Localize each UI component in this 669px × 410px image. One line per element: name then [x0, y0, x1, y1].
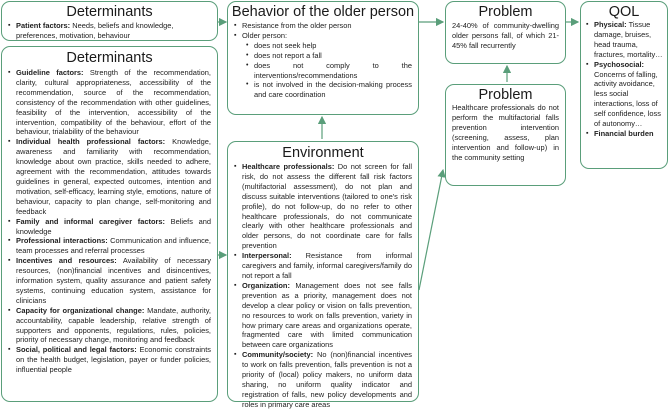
list-item: ▪ Psychosocial: Concerns of falling, activity avoidance, less social interactions, loss of self confidence, loss of autonomy… [586, 60, 664, 129]
list-item: ▪ Resistance from the older person [234, 21, 412, 31]
problem-title-2: Problem [478, 87, 533, 103]
behavior-list [234, 21, 412, 100]
environment-box [227, 141, 419, 409]
determinants-top-list [8, 21, 212, 41]
determinants-main-list [8, 68, 211, 375]
list-item: ▪ Social, political and legal factors: Economic constraints on the health budget, legislation, payer or funder policies, influential people [8, 345, 211, 375]
sub-list-item: • is not involved in the decision-making process and care coordination [246, 80, 412, 100]
determinants-main-box [1, 46, 218, 402]
behavior-title: Behavior of the older person [231, 4, 415, 20]
list-item: ▪ Individual health professional factors: Knowledge, awareness and familiarity with recommendation, knowledge about own practice, skills needed to adhere, agreement with the recommendation, attitudes towards guidelines in general, expected outcomes, intention and motivation, self-efficacy, learning style, emotions, nature of behaviour, capacity to plan change, self-monitoring and feedback [8, 137, 211, 216]
list-item: ▪ Capacity for organizational change: Mandate, authority, accountability, capable leadership, relative strength of supporters and opponents, regulations, rules, policies, priority of necessary change, monitoring and feedback [8, 306, 211, 346]
determinants-main-title: Determinants [66, 50, 153, 66]
list-item: ▪ Patient factors: Needs, beliefs and knowledge, preferences, motivation, behaviour [8, 21, 212, 41]
list-item: ▪ Professional interactions: Communication and influence, team processes and referral processes [8, 236, 211, 256]
qol-title: QOL [608, 4, 640, 20]
list-item: ▪ Guideline factors: Strength of the recommendation, clarity, cultural appropriateness, accessibility of the recommendation, source of the recommendation, consistency of the recommendation with other guidelines, feasibility of the intervention, accessibility of the intervention, compatibility of the behaviour, effort of the behaviour, trialability of the behaviour [8, 68, 211, 137]
list-item: ▪ Interpersonal: Resistance from informal caregivers and family, informal caregivers/family do not report a fall [234, 251, 412, 281]
environment-list [234, 162, 412, 410]
problem-text-1: 24-40% of community-dwelling older persons fall, of which 21-45% fall recurrently [452, 21, 559, 50]
sub-list-item: • does not seek help [246, 41, 412, 51]
problem-title-1: Problem [478, 4, 533, 20]
determinants-top-box [1, 1, 218, 41]
problem-box-1 [445, 1, 566, 64]
arrow-environment-to-problem2 [419, 170, 443, 290]
list-item: ▪ Incentives and resources: Availability of necessary resources, (non)financial incentives and disincentives, information system, quality assurance and patient safety systems, continuing education system, assistance for clinicians [8, 256, 211, 306]
list-item: ▪ Healthcare professionals: Do not screen for fall risk, do not assess the different fall risk factors (multifactorial assessment), do not plan and discuss suitable interventions (tailored to one's risk profile), do not follow-up, do no refer to other healthcare professionals, do not communicate clearly with other healthcare professionals and older persons, do not coordinate care for falls prevention [234, 162, 412, 251]
behavior-box [227, 1, 419, 115]
qol-list [586, 20, 664, 139]
list-item: ▪ Financial burden [586, 129, 664, 139]
list-item: ▪ Older person: [234, 31, 412, 41]
list-item: ▪ Community/society: No (non)financial incentives to work on falls prevention, falls prevention is not a priority of (local) policy makers, no uniform data sharing, no uniform quality indicator and registration of falls, new policy developments and roles in primary care areas [234, 350, 412, 409]
determinants-top-title: Determinants [66, 4, 153, 20]
sub-list-item: • does not comply to the interventions/recommendations [246, 61, 412, 81]
list-item: ▪ Physical: Tissue damage, bruises, head trauma, fractures, mortality… [586, 20, 664, 60]
problem-box-2 [445, 84, 566, 186]
qol-box [580, 1, 668, 169]
problem-text-2: Healthcare professionals do not perform the multifactorial falls prevention intervention (screening, assess, plan intervention and follow-up) in the community setting [452, 103, 559, 162]
sub-list-item: • does not report a fall [246, 51, 412, 61]
environment-title: Environment [282, 145, 364, 161]
list-item: ▪ Family and informal caregiver factors: Beliefs and knowledge [8, 217, 211, 237]
list-item: ▪ Organization: Management does not see falls prevention as a priority, management does not develop a clear policy or vision on falls prevention, no resources to work on falls prevention, variety in how primary care areas and organizations operate, fragmented care with limited communication between care organizations [234, 281, 412, 350]
